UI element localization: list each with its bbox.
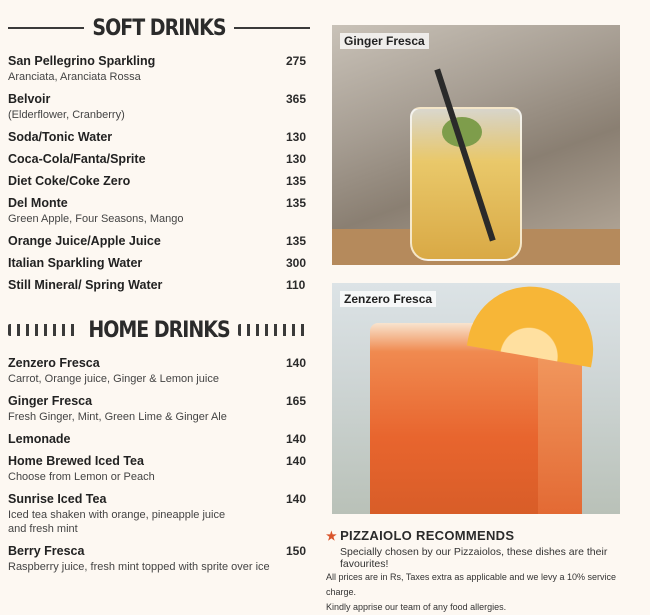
item-name: San Pellegrino Sparkling: [8, 54, 156, 68]
menu-item: [8, 92, 310, 122]
item-price: 165: [286, 394, 307, 408]
item-price: 365: [286, 92, 307, 106]
header-dashes-left: [8, 324, 80, 336]
header-dashes-right: [238, 324, 310, 336]
item-price: 140: [286, 454, 307, 468]
footnote-line: All prices are in Rs, Taxes extra as applicable and we levy a 10% service charge.: [326, 572, 616, 597]
menu-item: [8, 394, 310, 424]
menu-item: [8, 492, 310, 536]
item-name: Soda/Tonic Water: [8, 130, 113, 144]
item-description: Aranciata, Aranciata Rossa: [8, 71, 141, 83]
item-name: Orange Juice/Apple Juice: [8, 234, 161, 248]
footnote-line: Kindly apprise our team of any food allergies.: [326, 602, 507, 612]
item-price: 275: [286, 54, 307, 68]
recommends-title: [326, 528, 646, 543]
item-description: (Elderflower, Cranberry): [8, 109, 125, 121]
item-name: Zenzero Fresca: [8, 356, 100, 370]
recommends-title-text: PIZZAIOLO RECOMMENDS: [340, 528, 515, 543]
item-price: 130: [286, 152, 307, 166]
item-price: 135: [286, 196, 307, 210]
item-price: 300: [286, 256, 307, 270]
soft-drinks-title: SOFT DRINKS: [92, 15, 226, 41]
photo-caption: Ginger Fresca: [340, 33, 429, 49]
item-name: Coca-Cola/Fanta/Sprite: [8, 152, 146, 166]
item-price: 140: [286, 492, 307, 506]
item-price: 130: [286, 130, 307, 144]
item-name: Ginger Fresca: [8, 394, 93, 408]
item-name: Home Brewed Iced Tea: [8, 454, 144, 468]
menu-item: [8, 356, 310, 386]
ginger-fresca-photo: [332, 25, 620, 265]
menu-item: [8, 234, 310, 248]
recommends-subtitle: Specially chosen by our Pizzaiolos, these dishes are their favourites!: [340, 546, 608, 570]
home-drinks-header: [8, 314, 310, 346]
pizzaiolo-recommends: [326, 528, 646, 570]
item-name: Diet Coke/Coke Zero: [8, 174, 131, 188]
item-description: Iced tea shaken with orange, pineapple juice and fresh mint: [8, 509, 226, 535]
item-description: Carrot, Orange juice, Ginger & Lemon juice: [8, 373, 219, 385]
home-drinks-list: [8, 356, 310, 574]
star-icon: ★: [326, 529, 338, 543]
menu-item: [8, 174, 310, 188]
menu-item: [8, 54, 310, 84]
item-name: Italian Sparkling Water: [8, 256, 143, 270]
item-price: 135: [286, 234, 307, 248]
home-drinks-title: HOME DRINKS: [88, 317, 230, 343]
item-name: Belvoir: [8, 92, 51, 106]
header-rule-left: [8, 27, 84, 29]
soft-drinks-list: [8, 54, 310, 292]
item-description: Green Apple, Four Seasons, Mango: [8, 213, 184, 225]
menu-item: [8, 256, 310, 270]
item-name: Still Mineral/ Spring Water: [8, 278, 163, 292]
item-name: Sunrise Iced Tea: [8, 492, 107, 506]
zenzero-fresca-photo: [332, 283, 620, 514]
menu-column: [8, 12, 310, 582]
soft-drinks-header: [8, 12, 310, 44]
item-name: Berry Fresca: [8, 544, 85, 558]
menu-item: [8, 454, 310, 484]
menu-item: [8, 130, 310, 144]
header-rule-right: [234, 27, 310, 29]
menu-item: [8, 544, 310, 574]
item-description: Raspberry juice, fresh mint topped with sprite over ice: [8, 561, 270, 573]
menu-item: [8, 152, 310, 166]
menu-item: [8, 278, 310, 292]
item-name: Del Monte: [8, 196, 68, 210]
item-price: 140: [286, 432, 307, 446]
photo-caption: Zenzero Fresca: [340, 291, 436, 307]
item-description: Fresh Ginger, Mint, Green Lime & Ginger Ale: [8, 411, 227, 423]
menu-item: [8, 196, 310, 226]
item-price: 135: [286, 174, 307, 188]
item-price: 110: [286, 278, 306, 292]
item-price: 150: [286, 544, 307, 558]
menu-item: [8, 432, 310, 446]
item-price: 140: [286, 356, 307, 370]
footnote: [326, 570, 648, 615]
item-description: Choose from Lemon or Peach: [8, 471, 155, 483]
item-name: Lemonade: [8, 432, 71, 446]
